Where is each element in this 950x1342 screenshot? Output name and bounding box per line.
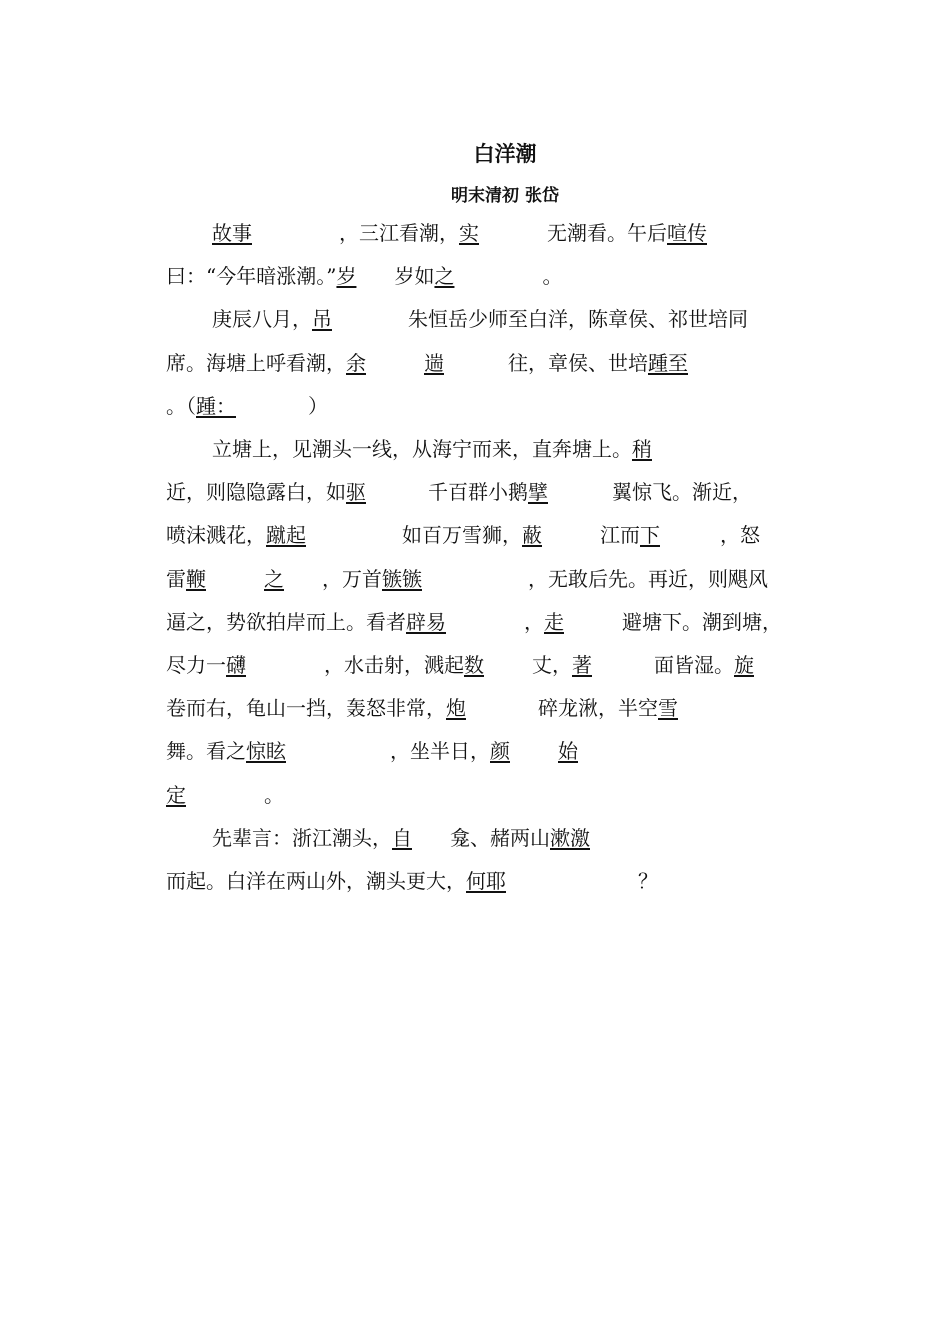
passage-text: 庚辰八月， (212, 307, 312, 332)
passage-text: ，万首 (322, 566, 382, 591)
passage-text: 雷 (166, 566, 186, 591)
passage-line (166, 304, 852, 334)
fill-blank-term: 定 (166, 782, 186, 807)
passage-text: ， (524, 609, 544, 634)
fill-blank-term: 蹴起 (266, 523, 306, 548)
passage-line (166, 261, 806, 291)
passage-text: 无潮看。午后 (547, 221, 667, 245)
fill-blank-term: 喧传 (667, 221, 707, 245)
passage-text: ，无敢后先。再近，则飓风 (528, 566, 768, 591)
passage-text: ，水击射，溅起 (324, 653, 464, 677)
fill-blank-term: 自 (392, 825, 412, 850)
fill-blank-term: 余 (346, 350, 366, 375)
fill-blank-term: 礴 (226, 653, 246, 677)
passage-text: 往，章侯、世培 (508, 350, 648, 375)
passage-text: 而起。白洋在两山外，潮头更大， (166, 869, 466, 893)
passage-line (166, 391, 806, 421)
passage-text: 如百万雪狮， (402, 523, 522, 548)
passage-text: 先辈言：浙江潮头， (212, 825, 392, 850)
passage-text: 丈， (532, 653, 572, 677)
passage-text: 。（ (166, 393, 196, 418)
passage-text: ） (308, 393, 328, 418)
passage-text: 江而 (600, 523, 640, 548)
fill-blank-term: 吊 (312, 307, 332, 332)
passage-line (166, 520, 806, 550)
passage-text: ，三江看潮， (339, 221, 459, 245)
passage-line (166, 564, 806, 594)
passage-text: 尽力一 (166, 653, 226, 677)
fill-blank-term: 遄 (424, 350, 444, 375)
fill-blank-term: 鞭 (186, 566, 206, 591)
fill-blank-term: 数 (464, 653, 484, 677)
fill-blank-term: 岁 (336, 264, 357, 289)
fill-blank-term: 镞镞 (382, 566, 422, 591)
passage-text: 近，则隐隐露白，如 (166, 480, 346, 505)
passage-text: 龛、赭两山 (450, 825, 550, 850)
passage-line (166, 736, 806, 766)
fill-blank-term: 实 (459, 221, 479, 245)
passage-text: ，坐半日， (390, 739, 490, 764)
fill-blank-term: 惊眩 (246, 739, 286, 764)
fill-blank-term: 走 (544, 609, 564, 634)
passage-text: 舞。看之 (166, 739, 246, 764)
passage-text: 逼之，势欲拍岸而上。看者 (166, 609, 406, 634)
passage-line (166, 434, 852, 464)
passage-text: 碎龙湫，半空 (538, 696, 658, 721)
fill-blank-term: 下 (640, 523, 660, 548)
passage-line (166, 823, 852, 853)
fill-blank-term: 之 (434, 264, 455, 289)
passage-line (166, 780, 806, 810)
fill-blank-term: 旋 (734, 653, 754, 677)
passage-text: 岁如 (394, 264, 435, 289)
fill-blank-term: 稍 (632, 437, 652, 461)
passage-text: 卷而右，龟山一挡，轰怒非常， (166, 696, 446, 721)
fill-blank-term: 何耶 (466, 869, 506, 893)
fill-blank-term: 踵至 (648, 350, 688, 375)
fill-blank-term: 之 (264, 566, 284, 591)
passage-line (166, 693, 806, 723)
fill-blank-term: 蔽 (522, 523, 542, 548)
passage-line (166, 866, 806, 896)
passage-line (166, 218, 852, 248)
fill-blank-term: 踵： (196, 393, 236, 418)
passage-text: 。 (542, 264, 563, 289)
fill-blank-term: 颜 (490, 739, 510, 764)
fill-blank-term: 驱 (346, 480, 366, 505)
passage-line (166, 607, 806, 637)
passage-text: ？ (638, 869, 658, 893)
passage-text: 。 (264, 782, 284, 807)
passage-text: 立塘上，见潮头一线，从海宁而来，直奔塘上。 (212, 437, 632, 461)
fill-blank-term: 著 (572, 653, 592, 677)
passage-text: 喷沫溅花， (166, 523, 266, 548)
passage-text: 千百群小鹅 (428, 480, 528, 505)
passage-line (166, 477, 806, 507)
fill-blank-term: 始 (558, 739, 578, 764)
fill-blank-term: 炮 (446, 696, 466, 721)
passage-line (166, 650, 806, 680)
passage-line (166, 348, 806, 378)
passage-text: 席。海塘上呼看潮， (166, 350, 346, 375)
fill-blank-term: 辟易 (406, 609, 446, 634)
passage-text: 翼惊飞。渐近， (612, 480, 752, 505)
passage-text: ，怒 (720, 523, 760, 548)
fill-blank-term: 擘 (528, 480, 548, 505)
passage-text: 面皆湿。 (654, 653, 734, 677)
passage-text: 曰：“今年暗涨潮。” (166, 264, 337, 289)
author-line: 明末清初 张岱 (451, 186, 559, 206)
document-title: 白洋潮 (473, 142, 537, 166)
passage-text: 朱恒岳少师至白洋，陈章侯、祁世培同 (408, 307, 748, 332)
fill-blank-term: 故事 (212, 221, 252, 245)
fill-blank-term: 雪 (658, 696, 678, 721)
passage-text: 避塘下。潮到塘， (622, 609, 782, 634)
fill-blank-term: 漱激 (550, 825, 590, 850)
